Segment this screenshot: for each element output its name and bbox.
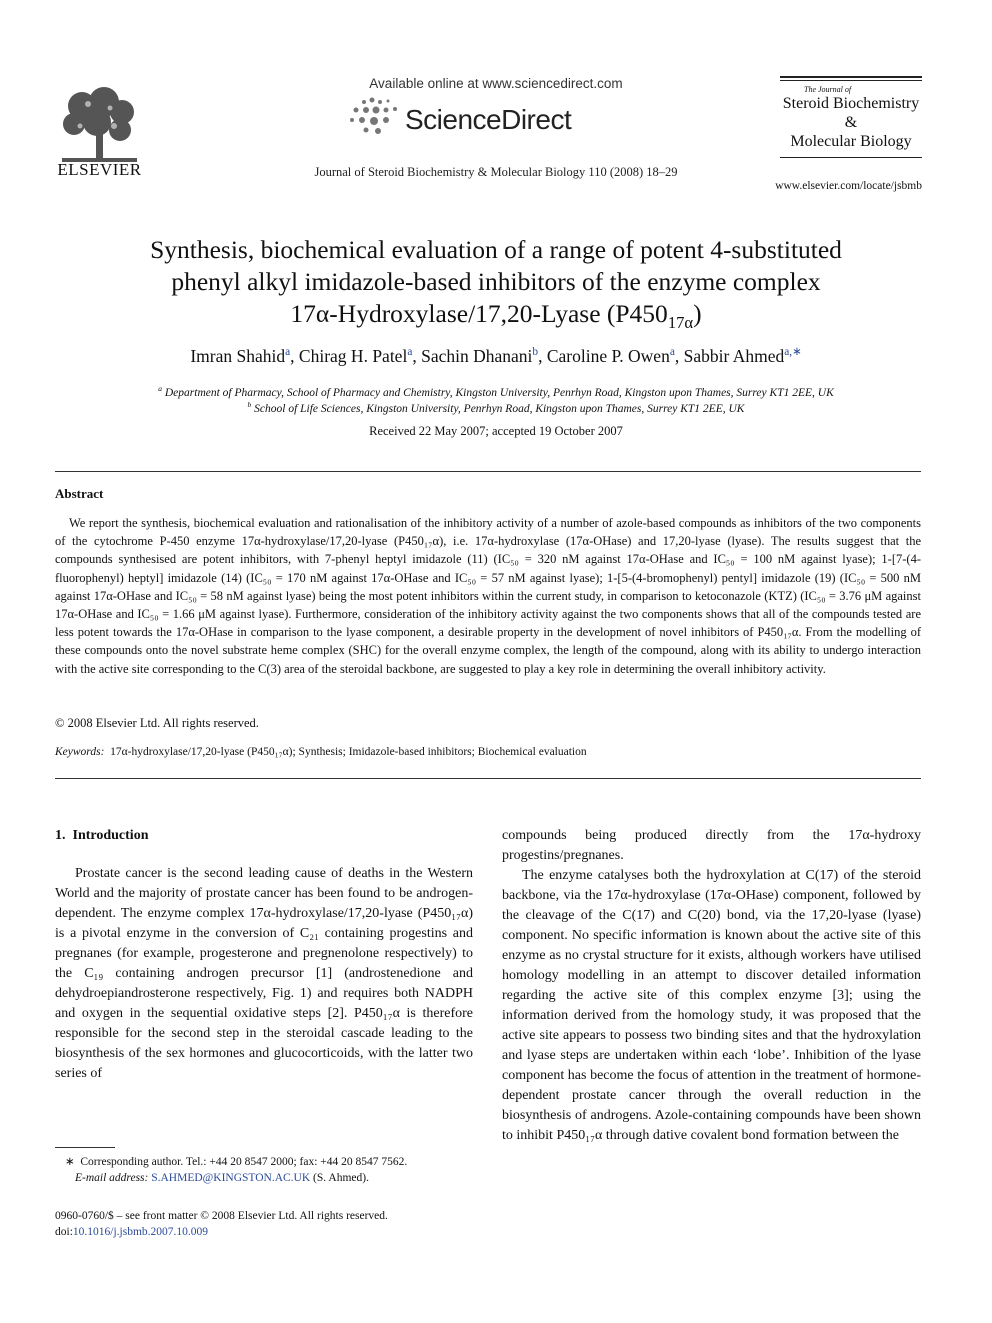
author-list: Imran Shahid$^a$, Chirag H. Patel$^a$, Sachin Dhanani$^b$, Caroline P. Owen$^a$, Sabbir Ahmed$^{a,∗}$ (190, 346, 802, 366)
section-title: Introduction (72, 828, 149, 843)
section-number: 1. (55, 828, 66, 843)
email-link[interactable]: S.AHMED@KINGSTON.AC.UK (151, 1172, 311, 1184)
author-name: Chirag H. Patel (298, 346, 408, 366)
divider (55, 778, 921, 779)
email-label: E-mail address: (75, 1172, 149, 1184)
available-online-text: Available online at www.sciencedirect.com (369, 76, 623, 91)
issn-line: 0960-0760/$ – see front matter © 2008 Elsevier Ltd. All rights reserved. (55, 1210, 388, 1222)
affiliation-mark[interactable]: a (407, 346, 413, 359)
affiliation-a (60, 385, 932, 401)
affiliation-b (60, 401, 932, 417)
paragraph: compounds being produced directly from the 17α-hydroxy progestins/pregnanes. (502, 828, 921, 863)
section-heading (55, 826, 473, 846)
email-suffix: (S. Ahmed). (313, 1172, 369, 1184)
journal-box-line3: Molecular Biology (790, 133, 912, 150)
journal-box-small: The Journal of (804, 85, 852, 94)
journal-box-line2: & (844, 114, 858, 131)
abstract-text: We report the synthesis, biochemical evaluation and rationalisation of the inhibitory activity of a number of azole-based compounds as inhibitors of the two components of the cytochrome P-450 enzyme 17α-hydroxylase/17,20-lyase (P450₁₇α), i.e. 17α-hydroxylase (17α-OHase) and 17,20-lyase (lyase). The results suggest that the compounds synthesised are potent inhibitors, with 7-phenyl heptyl imidazole (11) (IC₅₀ = 320 nM against 17α-OHase and IC₅₀ = 100 nM against lyase); 1-[7-(4-fluorophenyl) heptyl] imidazole (14) (IC₅₀ = 170 nM against 17α-OHase and IC₅₀ = 57 nM against lyase); 1-[5-(4-bromophenyl) pentyl] imidazole (19) (IC₅₀ = 500 nM against 17α-OHase and IC₅₀ = 58 nM against lyase) being the most potent inhibitors within the current study, in comparison to ketoconazole (KTZ) (IC₅₀ = 3.76 μM against 17α-OHase and IC₅₀ = 1.66 μM against lyase). Furthermore, consideration of the inhibitory activity against the two components shows that all of the compounds tested are less potent towards the 17α-OHase in comparison to the lyase component, a desirable property in the development of novel inhibitors of P450₁₇α. From the modelling of these compounds onto the novel substrate heme complex (SHC) for the overall enzyme complex, the length of the compound, along with its ability to undergo interaction with the active site corresponding to the C(3) area of the steroidal backbone, are suggested to play a key role in determining the overall inhibitory activity. (55, 516, 921, 676)
journal-url[interactable]: www.elsevier.com/locate/jsbmb (775, 180, 922, 192)
keywords (55, 746, 587, 758)
title-line: phenyl alkyl imidazole-based inhibitors of the enzyme complex (171, 267, 821, 296)
affiliation-mark[interactable]: a (669, 346, 675, 359)
affiliation-mark: b (247, 400, 252, 410)
affiliation-mark[interactable]: a (285, 346, 291, 359)
keywords-label: Keywords: (55, 746, 105, 758)
doi-line (55, 1224, 388, 1240)
affiliation-text: School of Life Sciences, Kingston University, Penrhyn Road, Kingston upon Thames, Surrey KT1 2EE, UK (254, 403, 745, 415)
author-name: Caroline P. Owen (546, 346, 670, 366)
author-name: Sachin Dhanani (421, 346, 533, 366)
received-dates: Received 22 May 2007; accepted 19 October 2007 (369, 424, 623, 438)
front-matter (55, 1208, 388, 1240)
corresponding-author (55, 1154, 473, 1170)
divider (780, 80, 922, 81)
sciencedirect-wordmark: ScienceDirect (405, 104, 572, 135)
left-column (55, 826, 473, 1084)
footnote (55, 1154, 473, 1186)
copyright: © 2008 Elsevier Ltd. All rights reserved. (55, 716, 259, 730)
title-text: 17α-Hydroxylase/17,20-Lyase (P450 (290, 299, 668, 328)
title-line: Synthesis, biochemical evaluation of a range of potent 4-substituted (150, 235, 842, 264)
publisher-name: ELSEVIER (57, 160, 142, 179)
keywords-list: 17α-hydroxylase/17,20-lyase (P450₁₇α); Synthesis; Imidazole-based inhibitors; Biochemical evaluation (110, 746, 587, 758)
divider (55, 471, 921, 472)
author-name: Imran Shahid (190, 346, 286, 366)
corresponding-text: Corresponding author. Tel.: +44 20 8547 2000; fax: +44 20 8547 7562. (80, 1156, 408, 1168)
email-line (55, 1170, 473, 1186)
doi-label: doi: (55, 1226, 73, 1238)
journal-citation: Journal of Steroid Biochemistry & Molecular Biology 110 (2008) 18–29 (314, 165, 678, 179)
affiliation-mark[interactable]: b (532, 346, 539, 359)
journal-box-line1: Steroid Biochemistry (782, 95, 920, 112)
right-column (502, 826, 921, 1146)
title-subscript: 17α (667, 313, 694, 333)
journal-title-box (780, 76, 922, 160)
affiliation-mark[interactable]: a,∗ (784, 346, 802, 359)
paragraph: Prostate cancer is the second leading cause of deaths in the Western World and the majority of prostate cancer has been found to be androgen-dependent. The enzyme complex 17α-hydroxylase/17,20-lyase (P450₁₇α) is a pivotal enzyme in the conversion of C₂₁ containing progestins and pregnanes (for example, progesterone and pregnenolone respectively) to the C₁₉ containing androgen precursor [1] (androstenedione and dehydroepiandrosterone respectively, Fig. 1) and requires both NADPH and oxygen in the sequential oxidative steps [2]. P450₁₇α is therefore responsible for the second step in the steroidal cascade leading to the biosynthesis of the sex hormones and glucocorticoids, with the latter two series of (55, 866, 473, 1081)
affiliations (60, 385, 932, 417)
article-title (60, 234, 932, 333)
divider (780, 157, 922, 158)
footnote-divider (55, 1147, 115, 1148)
author-name: Sabbir Ahmed (683, 346, 785, 366)
affiliation-text: Department of Pharmacy, School of Pharmacy and Chemistry, Kingston University, Penrhyn Road, Kingston upon Thames, Surrey KT1 2EE, UK (164, 387, 834, 399)
title-line (60, 298, 932, 333)
title-text: ) (693, 299, 702, 328)
divider (780, 76, 922, 78)
footnote-mark: ∗ (65, 1156, 75, 1168)
sciencedirect-dots-icon (346, 96, 406, 136)
paragraph: The enzyme catalyses both the hydroxylation at C(17) of the steroid backbone, via the 17α-hydroxylase (17α-OHase) component, followed by the cleavage of the C(17) and C(20) bond, via the 17,20-lyase (lyase) component. No specific information is known about the active site of this enzyme as no crystal structure for it exists, although workers have utilised homology modelling in an attempt to discover detailed information regarding the active site of this complex enzyme [3]; using the information derived from the homology study, it was proposed that the active site appears to possess two binding sites and that the hydroxylation and lyase steps are undertaken within each ‘lobe’. Inhibition of the lyase component has become the focus of attention in the treatment of hormone-dependent prostate cancer through the overall reduction in the biosynthesis of androgens. Azole-containing compounds have been shown to inhibit P450₁₇α through dative covalent bond formation between the (502, 868, 921, 1143)
doi-link[interactable]: 10.1016/j.jsbmb.2007.10.009 (72, 1226, 209, 1238)
affiliation-mark: a (158, 384, 162, 394)
abstract-heading: Abstract (55, 486, 104, 501)
